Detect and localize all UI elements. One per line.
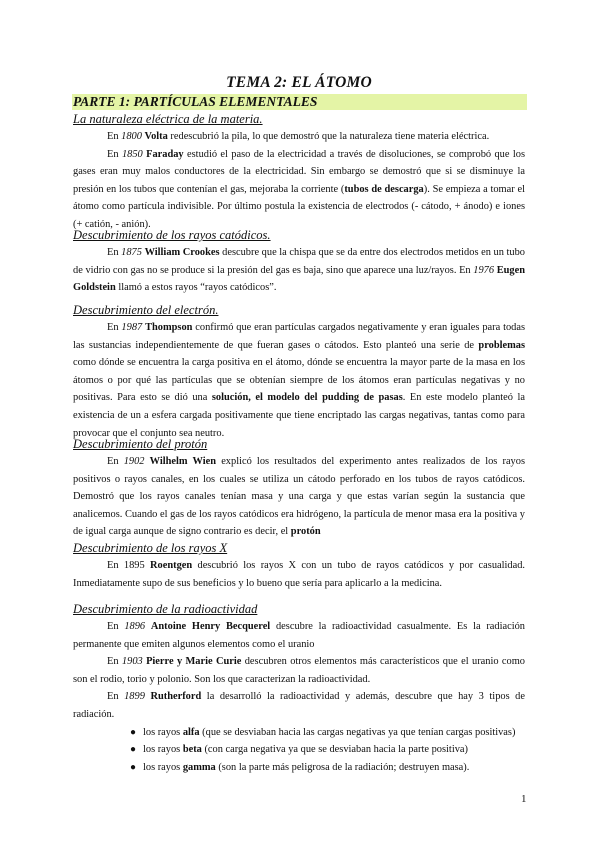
section-title: Descubrimiento de la radioactividad (73, 602, 258, 616)
radiation-types-list (73, 724, 525, 777)
paragraph: En 1800 Volta redescubrió la pila, lo que demostró que la naturaleza tiene materia eléctrica. (107, 131, 490, 142)
paragraph: En 1896 Antoine Henry Becquerel descubre la radioactividad casualmente. Es la radiación permanente que emiten algunos elementos como el uranio (73, 621, 526, 650)
page-number: 1 (521, 793, 527, 805)
section-title: Descubrimiento de los rayos catódicos. (73, 228, 271, 242)
section-title: La naturaleza eléctrica de la materia. (73, 112, 263, 126)
paragraph: En 1902 Wilhelm Wien explicó los resultados del experimento antes realizados de los rayos positivos o rayos canales, en los cuales se utiliza un cátodo perforado en los tubos de rayos catódicos. Demostró que los rayos canales tenían masa y una carga y que estas varían según la sustancia que analicemos. Cuando el gas de los rayos catódicos era hidrógeno, la partícula de menor masa era la positiva y de igual carga aunque de signo contrario es decir, el protón (73, 456, 525, 538)
bullet-icon: ● (130, 761, 137, 773)
section-title: Descubrimiento del protón (73, 437, 208, 451)
paragraph: En 1850 Faraday estudió el paso de la electricidad a través de disoluciones, se comprobó que los gases eran muy malos conductores de la electricidad. Sin embargo se demostró que si se disminuye la presión en los tubos que contenían el gas, mejoraba la corriente (tubos de descarga). Se empieza a tomar el átomo como partícula indivisible. Por último postula la existencia de electrodos (- cátodo, + ánodo) e iones (+ catión, - anión). (73, 148, 525, 230)
paragraph: En 1875 William Crookes descubre que la chispa que se da entre dos electrodos metidos en un tubo de vidrio con gas no se produce si la presión del gas es baja, sino que aparece una luz/rayos. En 1976 Eugen Goldstein llamó a estos rayos “rayos catódicos”. (73, 247, 525, 294)
paragraph: En 1987 Thompson confirmó que eran partículas cargados negativamente y eran iguales para todas las sustancias independientemente de que fueran gases o cátodos. Esto planteó una serie de problemas como dónde se encuentra la carga positiva en el átomo, dónde se encuentra la mayor parte de la masa en los átomos o por qué las partículas que se obtenían siempre de los átomos eran partículas negativas y no positivas. Para esto se dió una solución, el modelo del pudding de pasas. En este modelo planteó la existencia de un a esfera cargada positivamente que tiene encriptado las cargas negativas, tantas como para provocar que el conjunto sea neutro. (73, 322, 525, 439)
paragraph: En 1899 Rutherford la desarrolló la radioactividad y además, descubre que hay 3 tipos de radiación. (73, 691, 525, 720)
section-title: Descubrimiento del electrón. (73, 303, 219, 317)
section-x-rays (73, 540, 525, 592)
paragraph: En 1903 Pierre y Marie Curie descubren otros elementos más característicos que el uranio como son el rodio, torio y polonio. Son los que caracterizan la radioactividad. (73, 656, 525, 685)
document-title: TEMA 2: EL ÁTOMO (226, 74, 372, 91)
part-heading: PARTE 1: PARTÍCULAS ELEMENTALES (72, 94, 527, 110)
section-electric-nature (73, 111, 525, 234)
bullet-icon: ● (130, 726, 137, 738)
section-proton (73, 436, 525, 541)
section-electron (73, 302, 525, 442)
list-item: ● los rayos beta (con carga negativa ya que se desviaban hacia la parte positiva) (73, 741, 525, 759)
section-title: Descubrimiento de los rayos X (73, 541, 228, 555)
section-cathode-rays (73, 227, 525, 297)
list-item: ● los rayos alfa (que se desviaban hacia las cargas negativas ya que tenían cargas positivas) (73, 724, 525, 742)
bullet-icon: ● (130, 744, 137, 756)
paragraph: En 1895 Roentgen descubrió los rayos X con un tubo de rayos catódicos y por casualidad. Inmediatamente supo de sus beneficios y lo bueno que sería para aplicarlo a la medicina. (73, 560, 525, 589)
section-radioactivity (73, 601, 525, 776)
list-item: ● los rayos gamma (son la parte más peligrosa de la radiación; destruyen masa). (73, 759, 525, 777)
